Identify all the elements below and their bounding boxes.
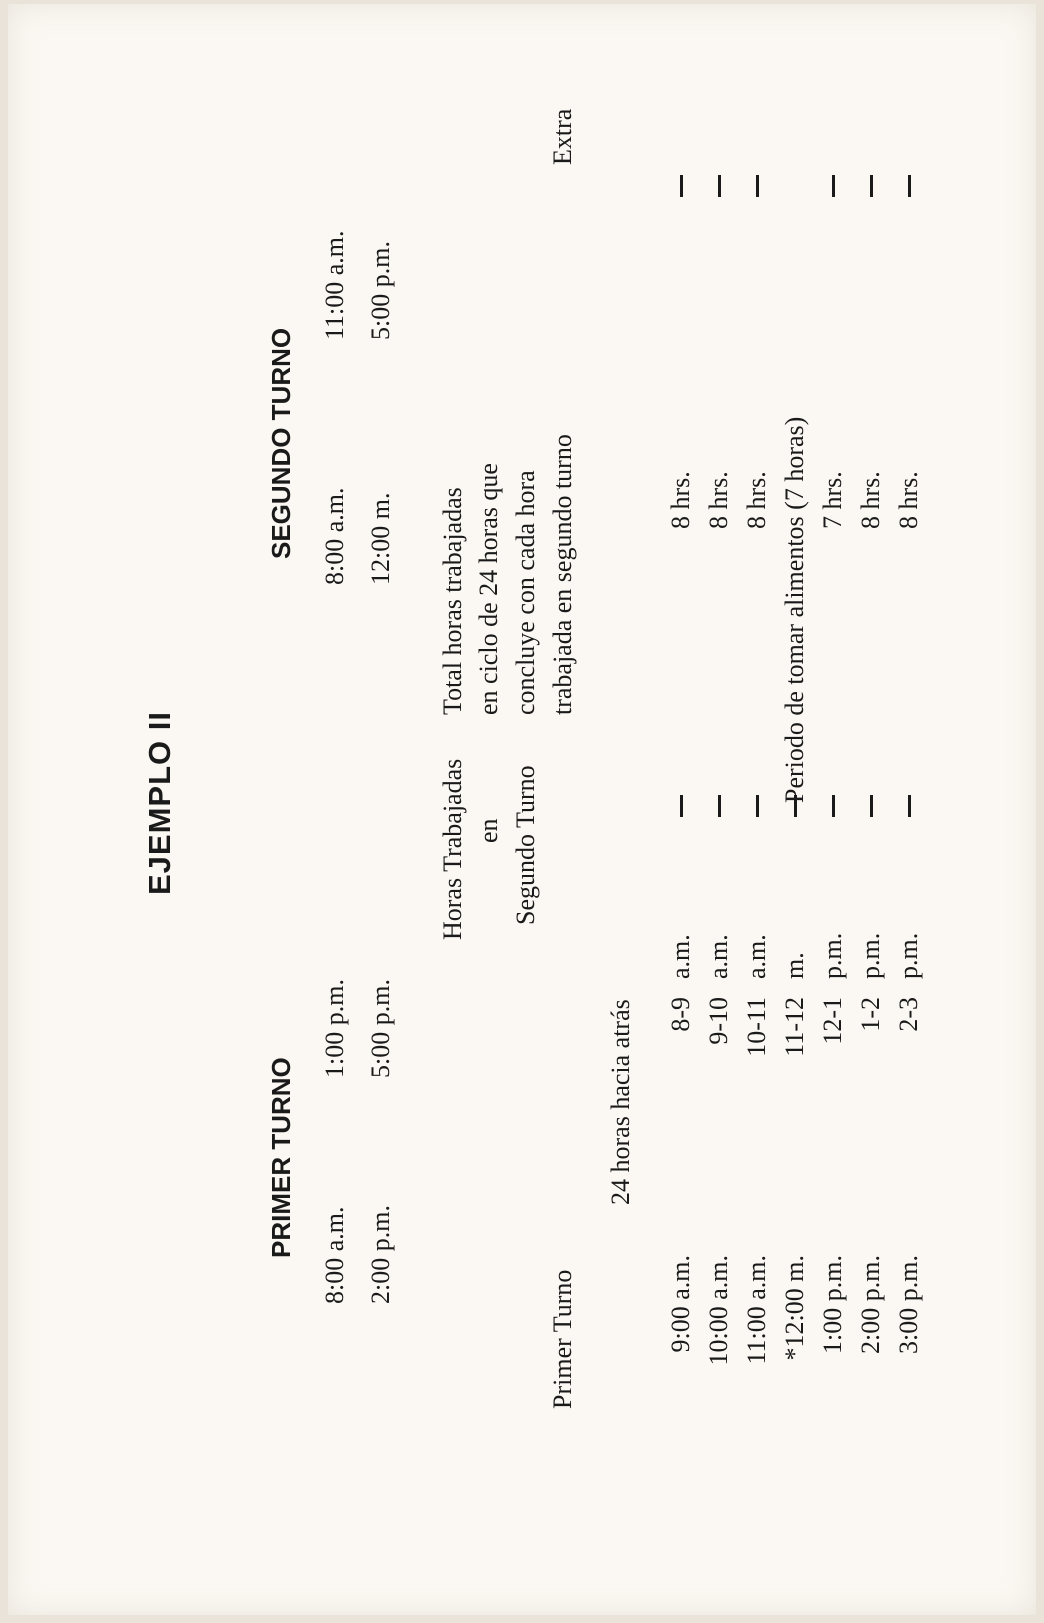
row-range: 12-1: [818, 997, 847, 1045]
row-extra-dash: [870, 175, 873, 197]
row-suffix: a.m.: [742, 934, 771, 979]
segundo-turno-start-1: 8:00 a.m.: [320, 487, 349, 585]
row-extra-dash: [718, 175, 721, 197]
row-extra-dash: [908, 175, 911, 197]
header-primer-turno: Primer Turno: [548, 1269, 577, 1409]
row-dash: [908, 795, 911, 817]
document-page: [8, 4, 1036, 1615]
row-total: 8 hrs.: [704, 471, 733, 529]
header-total-horas-2: en ciclo de 24 horas que: [474, 463, 503, 715]
row-total: 7 hrs.: [818, 471, 847, 529]
header-total-horas-3: concluye con cada hora: [511, 470, 540, 715]
row-suffix: m.: [780, 952, 809, 979]
row-total: 8 hrs.: [742, 471, 771, 529]
segundo-turno-heading: SEGUNDO TURNO: [266, 327, 296, 559]
row-range: 8-9: [666, 997, 695, 1032]
row-time: 9:00 a.m.: [666, 1255, 695, 1353]
primer-turno-end-2: 5:00 p.m.: [366, 979, 395, 1078]
row-extra-dash: [832, 175, 835, 197]
row-time: 11:00 a.m.: [742, 1255, 771, 1365]
row-range: 10-11: [742, 997, 771, 1057]
segundo-turno-end-2: 5:00 p.m.: [366, 241, 395, 340]
row-extra-dash: [756, 175, 759, 197]
row-dash: [756, 795, 759, 817]
header-total-horas-4: trabajada en segundo turno: [548, 434, 577, 715]
rotated-content: [8, 4, 1036, 1615]
header-horas-trabajadas-2: en: [474, 818, 503, 843]
row-time: *12:00 m.: [780, 1255, 809, 1361]
row-dash: [680, 795, 683, 817]
primer-turno-start-2: 2:00 p.m.: [366, 1205, 395, 1304]
row-time: 10:00 a.m.: [704, 1255, 733, 1366]
row-time: 3:00 p.m.: [894, 1255, 923, 1354]
row-total: 8 hrs.: [856, 471, 885, 529]
row-suffix: p.m.: [856, 932, 885, 979]
segundo-turno-start-2: 12:00 m.: [366, 492, 395, 585]
row-range: 2-3: [894, 997, 923, 1032]
header-hacia-atras: 24 horas hacia atrás: [606, 999, 635, 1205]
page-title: EJEMPLO II: [142, 711, 177, 895]
row-dash: [832, 795, 835, 817]
row-extra-dash: [680, 175, 683, 197]
row-total: Periodo de tomar alimentos (7 horas): [780, 416, 809, 803]
row-total: 8 hrs.: [666, 471, 695, 529]
segundo-turno-end-1: 11:00 a.m.: [320, 230, 349, 340]
row-range: 9-10: [704, 997, 733, 1045]
primer-turno-start-1: 8:00 a.m.: [320, 1206, 349, 1304]
row-range: 11-12: [780, 997, 809, 1057]
row-dash: [718, 795, 721, 817]
row-suffix: a.m.: [704, 934, 733, 979]
row-time: 1:00 p.m.: [818, 1255, 847, 1354]
row-dash: [870, 795, 873, 817]
row-range: 1-2: [856, 997, 885, 1032]
header-horas-trabajadas-3: Segundo Turno: [511, 765, 540, 925]
primer-turno-end-1: 1:00 p.m.: [320, 979, 349, 1078]
row-suffix: p.m.: [818, 932, 847, 979]
row-suffix: a.m.: [666, 934, 695, 979]
header-horas-trabajadas-1: Horas Trabajadas: [438, 758, 467, 940]
row-suffix: p.m.: [894, 932, 923, 979]
row-time: 2:00 p.m.: [856, 1255, 885, 1354]
row-total: 8 hrs.: [894, 471, 923, 529]
header-total-horas-1: Total horas trabajadas: [438, 487, 467, 715]
header-extra: Extra: [548, 108, 577, 165]
primer-turno-heading: PRIMER TURNO: [266, 1057, 296, 1258]
